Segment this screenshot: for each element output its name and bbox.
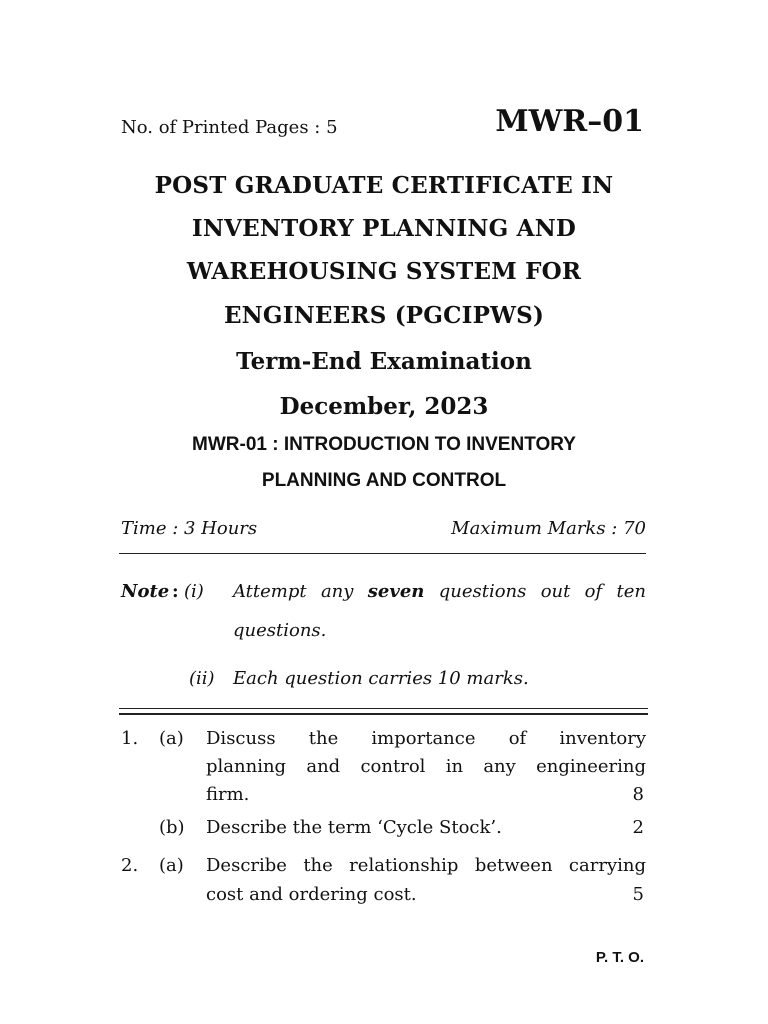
title-line-1: POST GRADUATE CERTIFICATE IN xyxy=(154,172,614,199)
title-line-4: ENGINEERS (PGCIPWS) xyxy=(223,302,545,329)
divider xyxy=(119,713,648,715)
title-line-3: WAREHOUSING SYSTEM FOR xyxy=(186,258,582,285)
question-text: firm. xyxy=(206,784,250,805)
maximum-marks: Maximum Marks : 70 xyxy=(451,518,646,539)
note-text-segment: questions out of ten xyxy=(424,581,646,602)
divider xyxy=(119,553,646,554)
question-number: 1. xyxy=(121,728,139,749)
note-emphasis: seven xyxy=(367,581,425,602)
note-colon: : xyxy=(172,581,179,602)
printed-pages: No. of Printed Pages : 5 xyxy=(121,117,338,138)
title-line-2: INVENTORY PLANNING AND xyxy=(191,215,577,242)
question-text: cost and ordering cost. xyxy=(206,884,417,905)
subject-line-2: PLANNING AND CONTROL xyxy=(261,470,507,491)
sub-question-label: (a) xyxy=(159,855,184,876)
question-marks: 5 xyxy=(632,884,644,905)
paper-code: MWR–01 xyxy=(495,104,644,139)
note-item-number: (i) xyxy=(184,581,204,602)
question-number: 2. xyxy=(121,855,139,876)
sub-question-label: (a) xyxy=(159,728,184,749)
exam-name: Term-End Examination xyxy=(236,348,532,375)
question-text: Discuss the importance of inventory xyxy=(206,728,646,749)
exam-time: Time : 3 Hours xyxy=(121,518,258,539)
note-item-text: Each question carries 10 marks. xyxy=(233,668,529,689)
question-marks: 2 xyxy=(632,817,644,838)
question-text: planning and control in any engineering xyxy=(206,756,646,777)
exam-date: December, 2023 xyxy=(279,393,489,420)
note-label: Note xyxy=(121,581,170,602)
page-turn-notice: P. T. O. xyxy=(595,949,644,966)
question-text: Describe the relationship between carrying xyxy=(206,855,646,876)
note-item-text xyxy=(233,581,646,602)
note-item-text-continued: questions. xyxy=(233,620,327,641)
divider xyxy=(119,708,648,709)
note-text-segment: Attempt any xyxy=(233,581,368,602)
note-item-number: (ii) xyxy=(189,668,215,689)
sub-question-label: (b) xyxy=(159,817,185,838)
subject-line-1: MWR-01 : INTRODUCTION TO INVENTORY xyxy=(192,434,576,455)
question-text: Describe the term ‘Cycle Stock’. xyxy=(206,817,502,838)
question-marks: 8 xyxy=(632,784,644,805)
